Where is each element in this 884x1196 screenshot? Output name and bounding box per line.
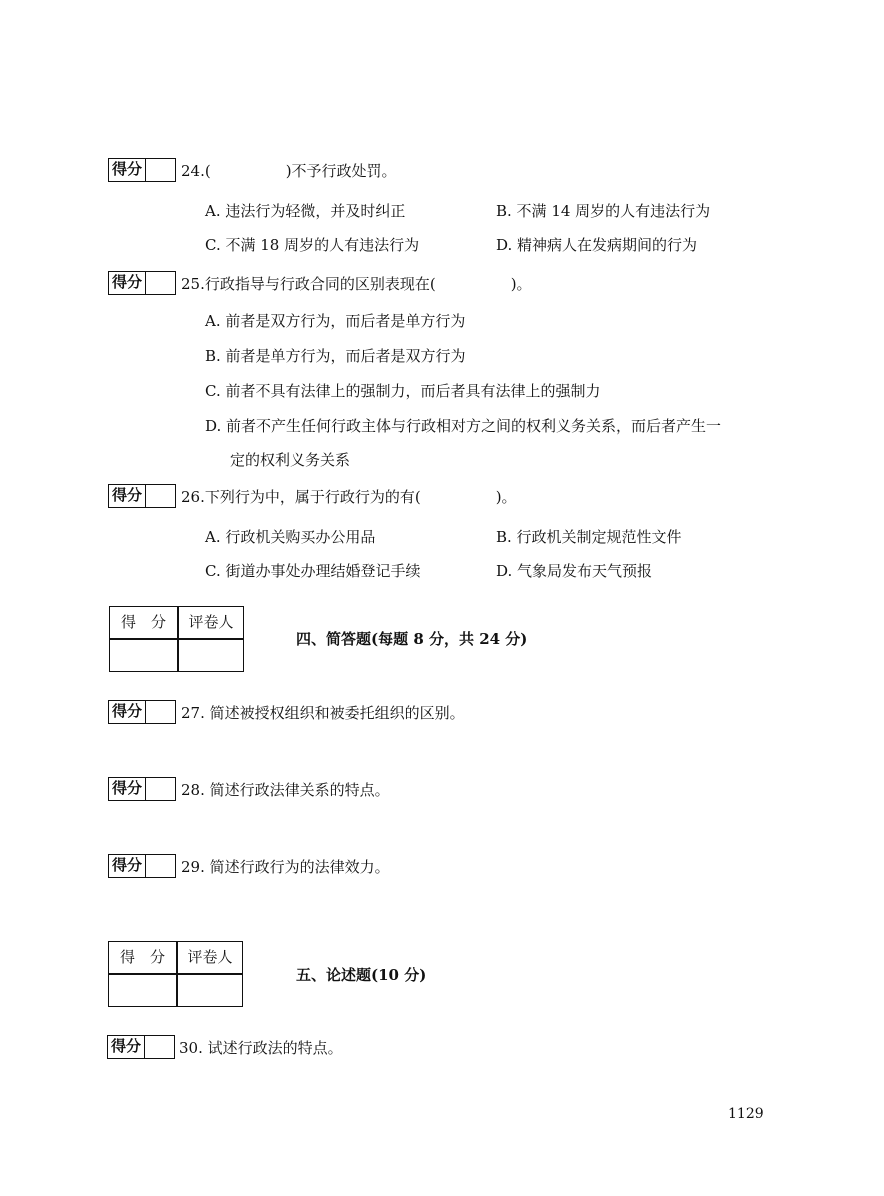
score-label: 得分 (109, 778, 146, 800)
question-24-option-b: B. 不满 14 周岁的人有违法行为 (496, 202, 711, 220)
grader-divider (109, 973, 242, 975)
grader-table (108, 941, 243, 1007)
question-25-option-d-continued: 定的权利义务关系 (230, 451, 351, 469)
score-box (108, 700, 176, 724)
grader-name-header: 评卷人 (188, 613, 234, 631)
question-24-stem: 24.( )不予行政处罚。 (181, 162, 397, 180)
question-26-stem: 26.下列行为中，属于行政行为的有( )。 (181, 488, 517, 506)
score-box (108, 158, 176, 182)
grader-score-header: 得 分 (120, 613, 166, 631)
score-box (107, 1035, 175, 1059)
question-26-option-b: B. 行政机关制定规范性文件 (496, 528, 682, 546)
score-box (108, 854, 176, 878)
score-box (108, 777, 176, 801)
question-25-option-c: C. 前者不具有法律上的强制力，而后者具有法律上的强制力 (205, 382, 601, 400)
score-label: 得分 (109, 855, 146, 877)
question-24-option-d: D. 精神病人在发病期间的行为 (496, 236, 698, 254)
score-label: 得分 (108, 1036, 145, 1058)
section-4-heading: 四、简答题(每题 8 分，共 24 分) (296, 630, 528, 648)
question-25-stem: 25.行政指导与行政合同的区别表现在( )。 (181, 275, 532, 293)
section-5-heading: 五、论述题(10 分) (296, 966, 427, 984)
question-26-option-d: D. 气象局发布天气预报 (496, 562, 653, 580)
grader-divider (110, 638, 243, 640)
grader-name-header: 评卷人 (187, 948, 233, 966)
question-26-option-a: A. 行政机关购买办公用品 (205, 528, 376, 546)
question-25-option-b: B. 前者是单方行为，而后者是双方行为 (205, 347, 466, 365)
question-25-option-d: D. 前者不产生任何行政主体与行政相对方之间的权利义务关系，而后者产生一 (205, 417, 722, 435)
question-26-option-c: C. 街道办事处办理结婚登记手续 (205, 562, 421, 580)
score-label: 得分 (109, 701, 146, 723)
score-label: 得分 (109, 485, 146, 507)
score-box (108, 271, 176, 295)
question-25-option-a: A. 前者是双方行为，而后者是单方行为 (205, 312, 466, 330)
question-24-option-c: C. 不满 18 周岁的人有违法行为 (205, 236, 420, 254)
question-27: 27. 简述被授权组织和被委托组织的区别。 (181, 704, 465, 722)
page-number: 1129 (728, 1106, 764, 1122)
question-30: 30. 试述行政法的特点。 (179, 1039, 343, 1057)
question-24-option-a: A. 违法行为轻微，并及时纠正 (205, 202, 406, 220)
score-label: 得分 (109, 159, 146, 181)
grader-table (109, 606, 244, 672)
question-28: 28. 简述行政法律关系的特点。 (181, 781, 390, 799)
score-box (108, 484, 176, 508)
score-label: 得分 (109, 272, 146, 294)
question-29: 29. 简述行政行为的法律效力。 (181, 858, 390, 876)
grader-score-header: 得 分 (119, 948, 165, 966)
